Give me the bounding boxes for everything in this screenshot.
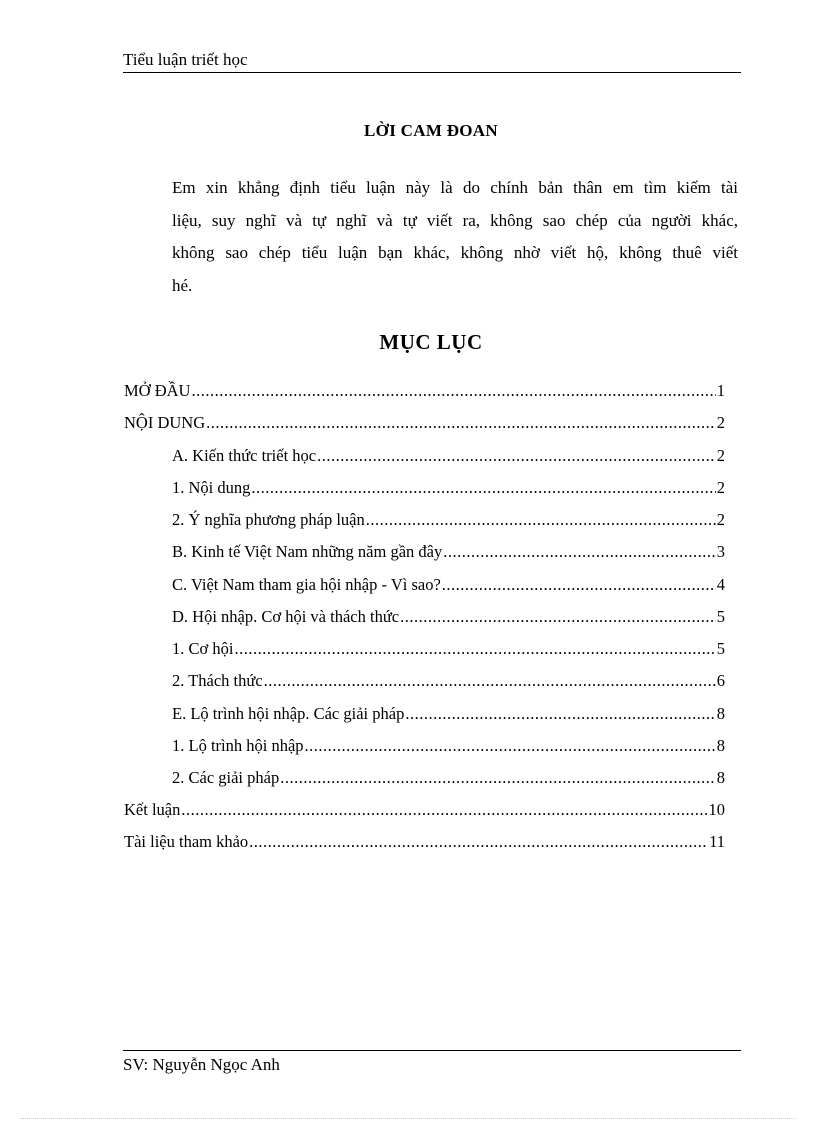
toc-entry — [172, 638, 725, 660]
toc-entry-page: 2 — [716, 446, 725, 465]
commitment-line: liệu, suy nghĩ và tự nghĩ và tự viết ra, không sao chép của người khác, — [172, 210, 738, 230]
toc-entry-label: A. Kiến thức triết học — [172, 446, 317, 465]
commitment-title: LỜI CAM ĐOAN — [364, 121, 498, 140]
toc-entry-page: 3 — [716, 542, 725, 561]
toc-leader-dots — [280, 767, 716, 789]
toc-entry — [124, 799, 725, 821]
toc-entry-label: MỞ ĐẦU — [124, 381, 191, 400]
toc-entry-label: Tài liệu tham khảo — [124, 832, 249, 851]
toc-entry — [172, 703, 725, 725]
toc-entry-label: 1. Cơ hội — [172, 639, 234, 658]
toc-entry-label: D. Hội nhập. Cơ hội và thách thức — [172, 607, 400, 626]
toc-leader-dots — [181, 799, 707, 821]
toc-leader-dots — [405, 703, 715, 725]
toc-leader-dots — [264, 670, 716, 692]
toc-leader-dots — [400, 606, 716, 628]
footer-text: SV: Nguyễn Ngọc Anh — [123, 1055, 280, 1074]
toc-entry-page: 11 — [709, 832, 725, 851]
toc-entry-page: 2 — [716, 510, 725, 529]
toc-leader-dots — [206, 412, 716, 434]
page-bottom-edge — [20, 1118, 796, 1119]
footer-divider — [123, 1050, 741, 1051]
toc-leader-dots — [305, 735, 716, 757]
toc-leader-dots — [191, 380, 715, 402]
toc-entry — [172, 735, 725, 757]
toc-entry-page: 5 — [716, 607, 725, 626]
toc-leader-dots — [317, 445, 716, 467]
toc-entry-label: B. Kinh tế Việt Nam những năm gần đây — [172, 542, 443, 561]
toc-entry-label: NỘI DUNG — [124, 413, 206, 432]
toc-entry-page: 1 — [716, 381, 725, 400]
toc-entry-label: 2. Các giải pháp — [172, 768, 280, 787]
toc-leader-dots — [442, 574, 716, 596]
toc-entry — [172, 445, 725, 467]
toc-entry — [172, 670, 725, 692]
toc-entry — [124, 831, 725, 853]
toc-entry-label: E. Lộ trình hội nhập. Các giải pháp — [172, 704, 405, 723]
toc-entry — [172, 541, 725, 563]
toc-entry-label: C. Việt Nam tham gia hội nhập - Vì sao? — [172, 575, 441, 594]
toc-leader-dots — [249, 831, 708, 853]
toc-entry-page: 2 — [716, 413, 725, 432]
toc-entry-label: 2. Thách thức — [172, 671, 263, 690]
toc-leader-dots — [366, 509, 716, 531]
toc-entry-page: 6 — [716, 671, 725, 690]
toc-entry-page: 2 — [716, 478, 725, 497]
toc-entry-label: Kết luận — [124, 800, 181, 819]
toc-entry — [172, 574, 725, 596]
toc-leader-dots — [251, 477, 715, 499]
toc-entry — [172, 509, 725, 531]
toc-entry — [124, 412, 725, 434]
toc-entry-page: 10 — [708, 800, 725, 819]
toc-leader-dots — [234, 638, 715, 660]
toc-entry-label: 1. Nội dung — [172, 478, 251, 497]
toc-leader-dots — [443, 541, 716, 563]
toc-entry-label: 2. Ý nghĩa phương pháp luận — [172, 510, 365, 529]
page-header — [123, 50, 741, 73]
toc-entry-label: 1. Lộ trình hội nhập — [172, 736, 304, 755]
toc-entry-page: 8 — [716, 704, 725, 723]
page-footer — [123, 1055, 280, 1075]
toc-title: MỤC LỤC — [379, 330, 483, 354]
toc-entry — [172, 767, 725, 789]
toc-entry-page: 8 — [716, 736, 725, 755]
commitment-line: hé. — [172, 275, 193, 295]
commitment-line: Em xin khẳng định tiểu luận này là do chính bản thân em tìm kiếm tài — [172, 178, 738, 197]
commitment-statement — [172, 172, 738, 302]
header-text: Tiểu luận triết học — [123, 50, 248, 69]
toc-entry — [172, 606, 725, 628]
toc-entry — [124, 380, 725, 402]
toc-entry-page: 8 — [716, 768, 725, 787]
commitment-line: không sao chép tiểu luận bạn khác, không nhờ viết hộ, không thuê viết — [172, 243, 738, 262]
toc-entry-page: 4 — [716, 575, 725, 594]
toc-entry-page: 5 — [716, 639, 725, 658]
toc-entry — [172, 477, 725, 499]
